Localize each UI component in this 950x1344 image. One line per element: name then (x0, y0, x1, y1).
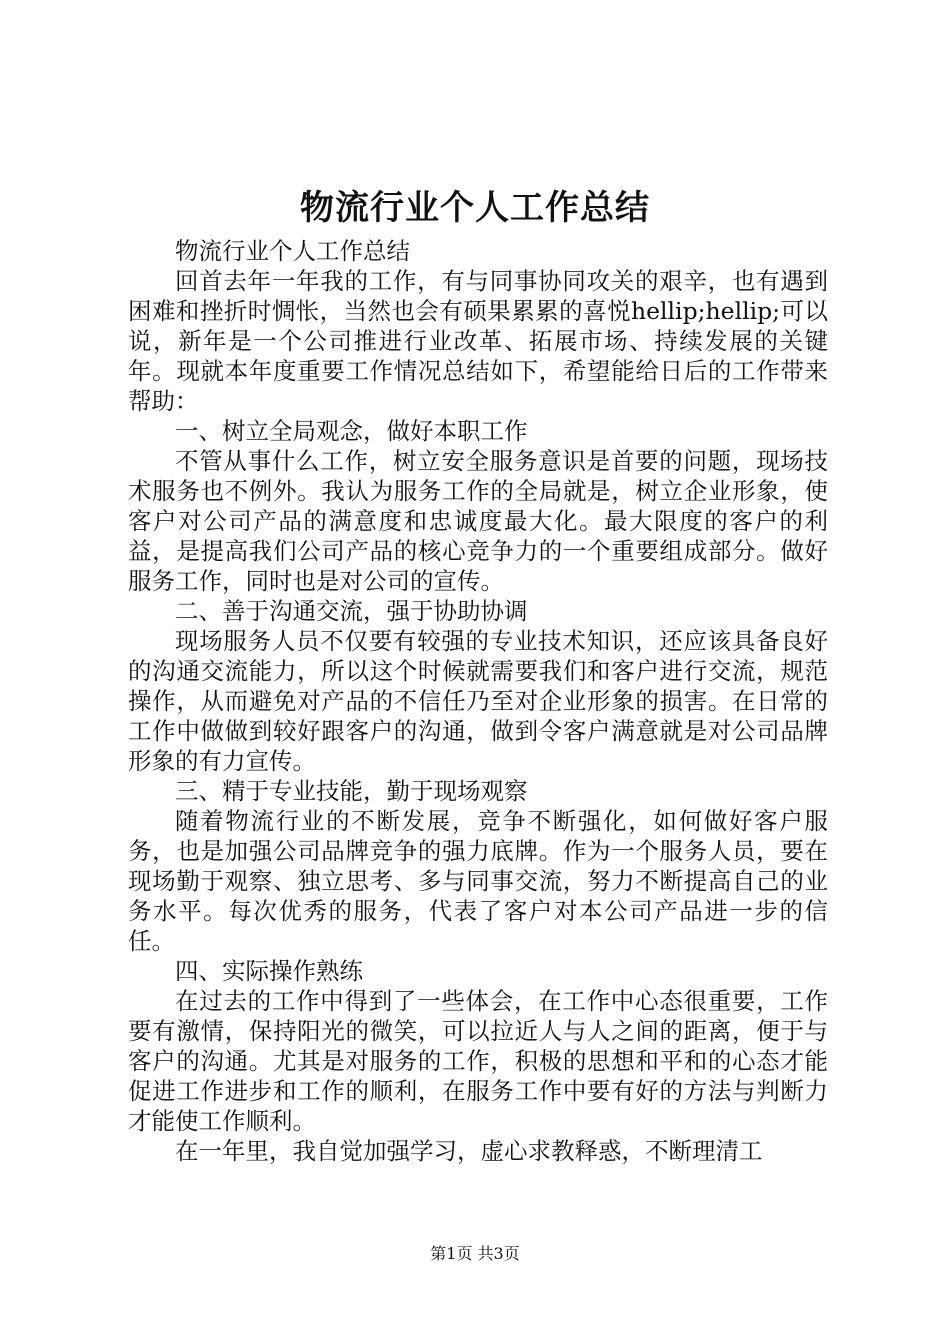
section-heading-4: 四、实际操作熟练 (175, 957, 363, 985)
paragraph-intro: 回首去年一年我的工作，有与同事协同攻关的艰辛，也有遇到困难和挫折时惆怅，当然也会有硕果累累的喜悦hellip;hellip;可以说，新年是一个公司推进行业改革、拓展市场、持续发展的关键年。现就本年度重要工作情况总结如下，希望能给日后的工作带来帮助： (128, 267, 828, 415)
paragraph-section-2: 现场服务人员不仅要有较强的专业技术知识，还应该具备良好的沟通交流能力，所以这个时候就需要我们和客户进行交流，规范操作，从而避免对产品的不信任乃至对企业形象的损害。在日常的工作中做做到较好跟客户的沟通，做到令客户满意就是对公司品牌形象的有力宣传。 (128, 627, 828, 775)
paragraph-subtitle: 物流行业个人工作总结 (175, 237, 410, 265)
paragraph-section-4: 在过去的工作中得到了一些体会，在工作中心态很重要，工作要有激情，保持阳光的微笑，可以拉近人与人之间的距离，便于与客户的沟通。尤其是对服务的工作，积极的思想和平和的心态才能促进工作进步和工作的顺利，在服务工作中要有好的方法与判断力才能使工作顺利。 (128, 987, 828, 1135)
section-heading-2: 二、善于沟通交流，强于协助协调 (175, 597, 528, 625)
document-title: 物流行业个人工作总结 (300, 188, 650, 228)
paragraph-section-1: 不管从事什么工作，树立安全服务意识是首要的问题，现场技术服务也不例外。我认为服务工作的全局就是，树立企业形象，使客户对公司产品的满意度和忠诚度最大化。最大限度的客户的利益，是提高我们公司产品的核心竞争力的一个重要组成部分。做好服务工作，同时也是对公司的宣传。 (128, 447, 828, 595)
document-body (128, 236, 828, 1166)
section-heading-1: 一、树立全局观念，做好本职工作 (175, 417, 528, 445)
section-heading-3: 三、精于专业技能，勤于现场观察 (175, 777, 528, 805)
page-footer: 第1页 共3页 (430, 1244, 520, 1263)
paragraph-section-3: 随着物流行业的不断发展，竞争不断强化，如何做好客户服务，也是加强公司品牌竞争的强力底牌。作为一个服务人员，要在现场勤于观察、独立思考、多与同事交流，努力不断提高自己的业务水平。每次优秀的服务，代表了客户对本公司产品进一步的信任。 (128, 807, 828, 955)
paragraph-continued: 在一年里，我自觉加强学习，虚心求教释惑，不断理清工 (175, 1137, 763, 1165)
